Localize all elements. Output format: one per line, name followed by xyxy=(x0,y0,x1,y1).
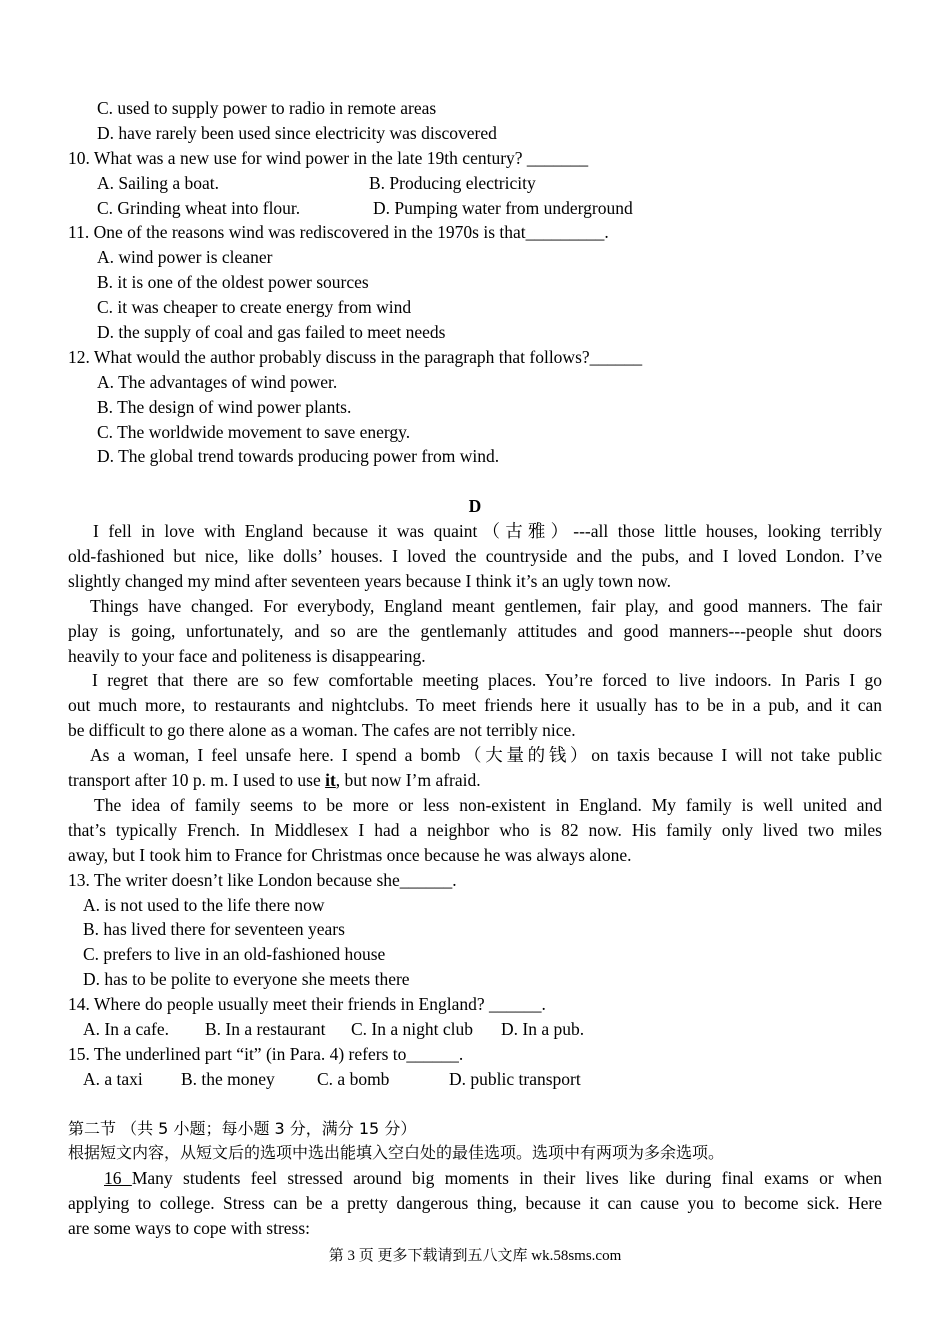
q11-option-b: B. it is one of the oldest power sources xyxy=(97,272,369,293)
q14-option-c: C. In a night club xyxy=(351,1018,473,1039)
q15-option-c: C. a bomb xyxy=(317,1068,390,1089)
q15-option-d: D. public transport xyxy=(449,1068,581,1089)
passage-d-para-2: Things have changed. For everybody, England meant gentlemen, fair play, and good manners. The fair play is going, unfortunately, and so are the gentlemanly attitudes and good manners---people shut doors heavily to your face and politeness is disappearing. xyxy=(68,595,882,666)
q12-option-c: C. The worldwide movement to save energy. xyxy=(97,421,411,442)
exam-page xyxy=(68,96,882,1241)
q11-option-a: A. wind power is cleaner xyxy=(97,247,273,268)
q13-option-c: C. prefers to live in an old-fashioned house xyxy=(83,944,386,965)
q15-stem: 15. The underlined part “it” (in Para. 4) refers to______. xyxy=(68,1043,464,1064)
q9-option-c: C. used to supply power to radio in remote areas xyxy=(97,98,437,118)
q14-stem: 14. Where do people usually meet their friends in England? ______. xyxy=(68,994,546,1015)
q12-option-d: D. The global trend towards producing power from wind. xyxy=(97,446,500,467)
underlined-it: it xyxy=(325,770,336,791)
passage-d-para-5: The idea of family seems to be more or less non-existent in England. My family is well united and that’s typically French. In Middlesex I had a neighbor who is 82 now. His family only lived two miles away, but I took him to France for Christmas once because he was always alone. xyxy=(68,794,882,865)
q13-stem: 13. The writer doesn’t like London because she______. xyxy=(68,869,457,890)
q13-option-d: D. has to be polite to everyone she meets there xyxy=(83,969,410,990)
q11-option-d: D. the supply of coal and gas failed to meet needs xyxy=(97,322,446,343)
q14-option-a: A. In a cafe. xyxy=(83,1018,169,1039)
q10-option-a: A. Sailing a boat. xyxy=(97,172,219,193)
q15-option-a: A. a taxi xyxy=(83,1068,143,1089)
q15-option-b: B. the money xyxy=(181,1068,275,1089)
q13-option-a: A. is not used to the life there now xyxy=(83,894,325,915)
q10-option-c: C. Grinding wheat into flour. xyxy=(97,197,301,218)
section-2-instruction: 根据短文内容，从短文后的选项中选出能填入空白处的最佳选项。选项中有两项为多余选项。 xyxy=(68,1143,725,1163)
q10-option-b: B. Producing electricity xyxy=(369,172,536,193)
passage-d-para-4: As a woman, I feel unsafe here. I spend a bomb（大量的钱）on taxis because I will not take public transport after 10 p. m. I used to use it, but now I’m afraid. xyxy=(68,745,882,791)
q14-option-b: B. In a restaurant xyxy=(205,1018,326,1039)
q12-option-a: A. The advantages of wind power. xyxy=(97,371,338,392)
q14-option-d: D. In a pub. xyxy=(501,1018,585,1039)
q14-options xyxy=(68,1017,882,1042)
page-footer: 第 3 页 更多下载请到五八文库 wk.58sms.com xyxy=(328,1248,622,1264)
q12-stem: 12. What would the author probably discuss in the paragraph that follows?______ xyxy=(68,346,643,367)
q9-option-d: D. have rarely been used since electricity was discovered xyxy=(97,122,497,143)
blank-16: 16 xyxy=(104,1168,122,1189)
q15-options xyxy=(68,1067,882,1092)
section-2-passage: 16 Many students feel stressed around big moments in their lives like during final exams or when applying to college. Stress can be a pretty dangerous thing, because it can cause you to become sick. Here are some ways to cope with stress: xyxy=(68,1168,882,1239)
passage-d-title: D xyxy=(468,496,482,517)
q10-stem: 10. What was a new use for wind power in the late 19th century? _______ xyxy=(68,147,589,168)
q13-option-b: B. has lived there for seventeen years xyxy=(83,919,345,940)
passage-d-para-1: I fell in love with England because it was quaint（古雅）---all those little houses, looking terribly old-fashioned but nice, like dolls’ houses. I loved the countryside and the pubs, and I loved London. I’ve slightly changed my mind after seventeen years because I think it’s an ugly town now. xyxy=(68,521,882,591)
q10-options-cd xyxy=(68,196,882,221)
q11-stem: 11. One of the reasons wind was rediscovered in the 1970s is that_________. xyxy=(68,222,609,243)
section-2-heading: 第二节 （共 5 小题；每小题 3 分，满分 15 分） xyxy=(68,1118,417,1138)
q10-option-d: D. Pumping water from underground xyxy=(373,197,633,218)
q12-option-b: B. The design of wind power plants. xyxy=(97,396,352,417)
passage-d-para-3: I regret that there are so few comfortable meeting places. You’re forced to live indoors. In Paris I go out much more, to restaurants and nightclubs. To meet friends here it usually has to be in a pub, and it can be difficult to go there alone as a woman. The cafes are not terribly nice. xyxy=(68,670,882,741)
q10-options-ab xyxy=(68,171,882,196)
q11-option-c: C. it was cheaper to create energy from wind xyxy=(97,297,412,318)
